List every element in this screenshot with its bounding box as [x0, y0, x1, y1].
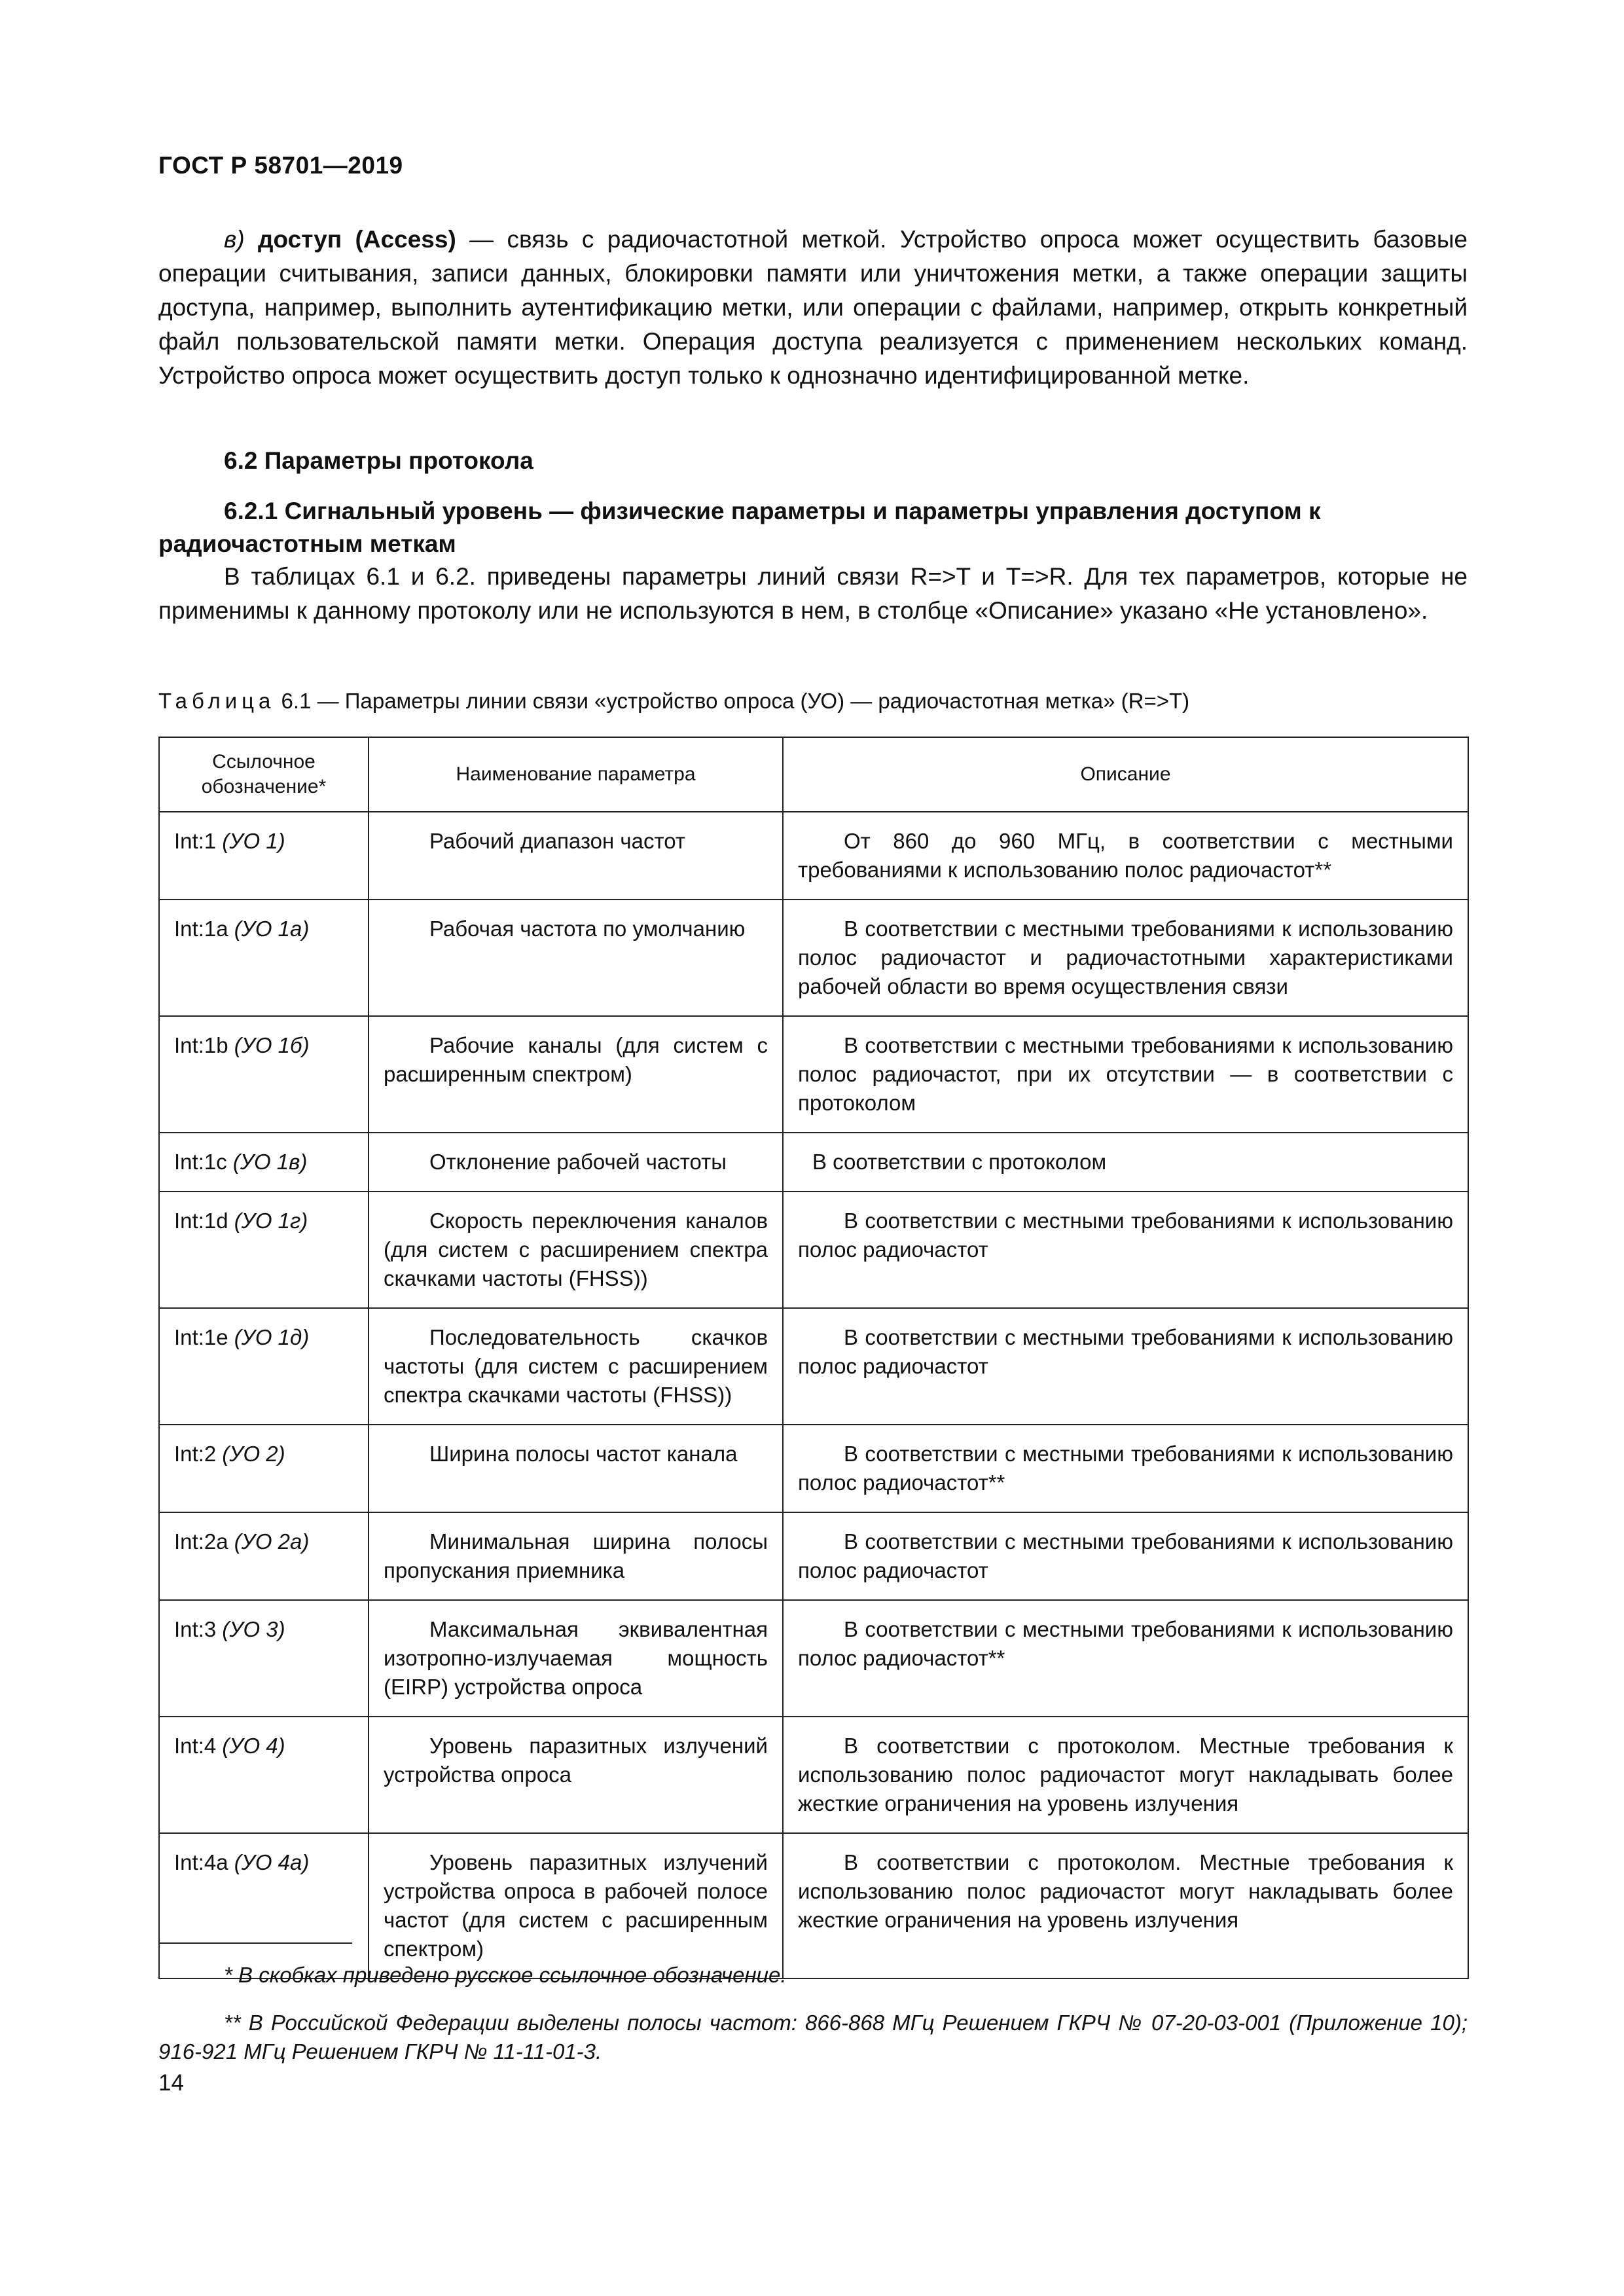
cell-name: Рабочий диапазон частот: [369, 812, 783, 900]
cell-desc: В соответствии с протоколом: [783, 1133, 1468, 1192]
table-row: [159, 1425, 1468, 1512]
cell-name: Уровень паразитных излучений устройства опроса: [369, 1717, 783, 1833]
ref-ru: (УО 1в): [232, 1150, 308, 1174]
cell-ref: [159, 812, 369, 900]
footnote-2: ** В Российской Федерации выделены полосы частот: 866-868 МГц Решением ГКРЧ № 07-20-03-001 (Приложение 10); 916-921 МГц Решением ГКРЧ № 11-11-01-3.: [158, 2011, 1468, 2064]
ref-ru: (УО 1б): [234, 1033, 310, 1057]
table-row: [159, 1600, 1468, 1717]
cell-desc: В соответствии с местными требованиями к использованию полос радиочастот: [783, 1308, 1468, 1425]
cell-name: Скорость переключения каналов (для систем с расширением спектра скачками частоты (FHSS)): [369, 1192, 783, 1308]
cell-name: Отклонение рабочей частоты: [369, 1133, 783, 1192]
cell-ref: [159, 1600, 369, 1717]
cell-name: Рабочие каналы (для систем с расширенным спектром): [369, 1016, 783, 1133]
section-heading-6-2: 6.2 Параметры протокола: [224, 447, 533, 474]
cell-ref: [159, 1133, 369, 1192]
cell-ref: [159, 900, 369, 1016]
table-row: [159, 1512, 1468, 1600]
defined-term: доступ (Access): [258, 226, 456, 253]
ref-ru: (УО 1а): [234, 917, 310, 941]
table-row: [159, 1717, 1468, 1833]
cell-desc: В соответствии с местными требованиями к использованию полос радиочастот, при их отсутствии — в соответствии с протоколом: [783, 1016, 1468, 1133]
table-row: [159, 900, 1468, 1016]
table-row: [159, 1308, 1468, 1425]
access-definition-paragraph: [158, 223, 1468, 393]
ref-ru: (УО 2): [222, 1442, 285, 1466]
ref-ru: (УО 4а): [234, 1850, 310, 1874]
parameters-table: [158, 737, 1469, 1979]
definition-text: — связь с радиочастотной меткой. Устройство опроса может осуществить базовые операции считывания, записи данных, блокировки памяти или уничтожения метки, а также операции защиты доступа, например, выполнить аутентификацию метки, или операции с файлами, например, открыть конкретный файл пользовательской памяти метки. Операция доступа реализуется с применением нескольких команд. Устройство опроса может осуществить доступ только к однозначно идентифицированной метке.: [158, 226, 1468, 389]
cell-ref: [159, 1192, 369, 1308]
table-caption-text: 6.1 — Параметры линии связи «устройство опроса (УО) — радиочастотная метка» (R=>T): [275, 689, 1190, 713]
footnote-divider: [158, 1942, 352, 1944]
table-row: [159, 1833, 1468, 1978]
cell-ref: [159, 1717, 369, 1833]
cell-name: Рабочая частота по умолчанию: [369, 900, 783, 1016]
section-paragraph: В таблицах 6.1 и 6.2. приведены параметры линий связи R=>T и T=>R. Для тех параметров, которые не применимы к данному протоколу или не используются в нем, в столбце «Описание» указано «Не установлено».: [158, 563, 1468, 624]
ref-ru: (УО 1г): [234, 1209, 308, 1233]
ref-code: Int:1c: [174, 1150, 227, 1174]
cell-name: Последовательность скачков частоты (для систем с расширением спектра скачками частоты (FHSS)): [369, 1308, 783, 1425]
ref-ru: (УО 4): [222, 1734, 285, 1758]
ref-code: Int:3: [174, 1617, 217, 1641]
table-caption-word: Таблица: [158, 689, 276, 713]
ref-ru: (УО 1): [222, 829, 285, 853]
header-ref: Ссылочное обозначение*: [159, 737, 369, 812]
cell-desc: В соответствии с местными требованиями к использованию полос радиочастот и радиочастотными характеристиками рабочей области во время осуществления связи: [783, 900, 1468, 1016]
ref-code: Int:1d: [174, 1209, 228, 1233]
cell-desc: В соответствии с местными требованиями к использованию полос радиочастот: [783, 1192, 1468, 1308]
ref-code: Int:1e: [174, 1325, 228, 1349]
cell-desc: В соответствии с местными требованиями к использованию полос радиочастот**: [783, 1600, 1468, 1717]
ref-code: Int:1: [174, 829, 217, 853]
standard-header: ГОСТ Р 58701—2019: [158, 152, 403, 179]
section-heading-6-2-1: 6.2.1 Сигнальный уровень — физические параметры и параметры управления доступом к радиочастотным меткам: [158, 498, 1321, 557]
cell-ref: [159, 1016, 369, 1133]
cell-name: Максимальная эквивалентная изотропно-излучаемая мощность (EIRP) устройства опроса: [369, 1600, 783, 1717]
header-desc: Описание: [783, 737, 1468, 812]
footnote-1: * В скобках приведено русское ссылочное обозначение.: [224, 1963, 787, 1987]
cell-name: Уровень паразитных излучений устройства опроса в рабочей полосе частот (для систем с расширенным спектром): [369, 1833, 783, 1978]
page-number: 14: [158, 2070, 184, 2096]
table-header-row: [159, 737, 1468, 812]
ref-ru: (УО 1д): [234, 1325, 310, 1349]
ref-code: Int:1a: [174, 917, 228, 941]
ref-code: Int:2a: [174, 1529, 228, 1554]
cell-desc: В соответствии с протоколом. Местные требования к использованию полос радиочастот могут накладывать более жесткие ограничения на уровень излучения: [783, 1833, 1468, 1978]
ref-ru: (УО 3): [222, 1617, 285, 1641]
header-name: Наименование параметра: [369, 737, 783, 812]
cell-desc: От 860 до 960 МГц, в соответствии с местными требованиями к использованию полос радиочастот**: [783, 812, 1468, 900]
ref-code: Int:4a: [174, 1850, 228, 1874]
table-row: [159, 1192, 1468, 1308]
cell-desc: В соответствии с местными требованиями к использованию полос радиочастот: [783, 1512, 1468, 1600]
table-row: [159, 1133, 1468, 1192]
cell-desc: В соответствии с местными требованиями к использованию полос радиочастот**: [783, 1425, 1468, 1512]
cell-ref: [159, 1425, 369, 1512]
cell-ref: [159, 1833, 369, 1978]
ref-code: Int:1b: [174, 1033, 228, 1057]
ref-code: Int:2: [174, 1442, 217, 1466]
table-row: [159, 812, 1468, 900]
cell-ref: [159, 1308, 369, 1425]
ref-code: Int:4: [174, 1734, 217, 1758]
table-row: [159, 1016, 1468, 1133]
cell-desc: В соответствии с протоколом. Местные требования к использованию полос радиочастот могут накладывать более жесткие ограничения на уровень излучения: [783, 1717, 1468, 1833]
table-caption: [158, 689, 1189, 714]
cell-name: Ширина полосы частот канала: [369, 1425, 783, 1512]
cell-name: Минимальная ширина полосы пропускания приемника: [369, 1512, 783, 1600]
list-marker: в): [224, 226, 245, 253]
ref-ru: (УО 2а): [234, 1529, 310, 1554]
cell-ref: [159, 1512, 369, 1600]
